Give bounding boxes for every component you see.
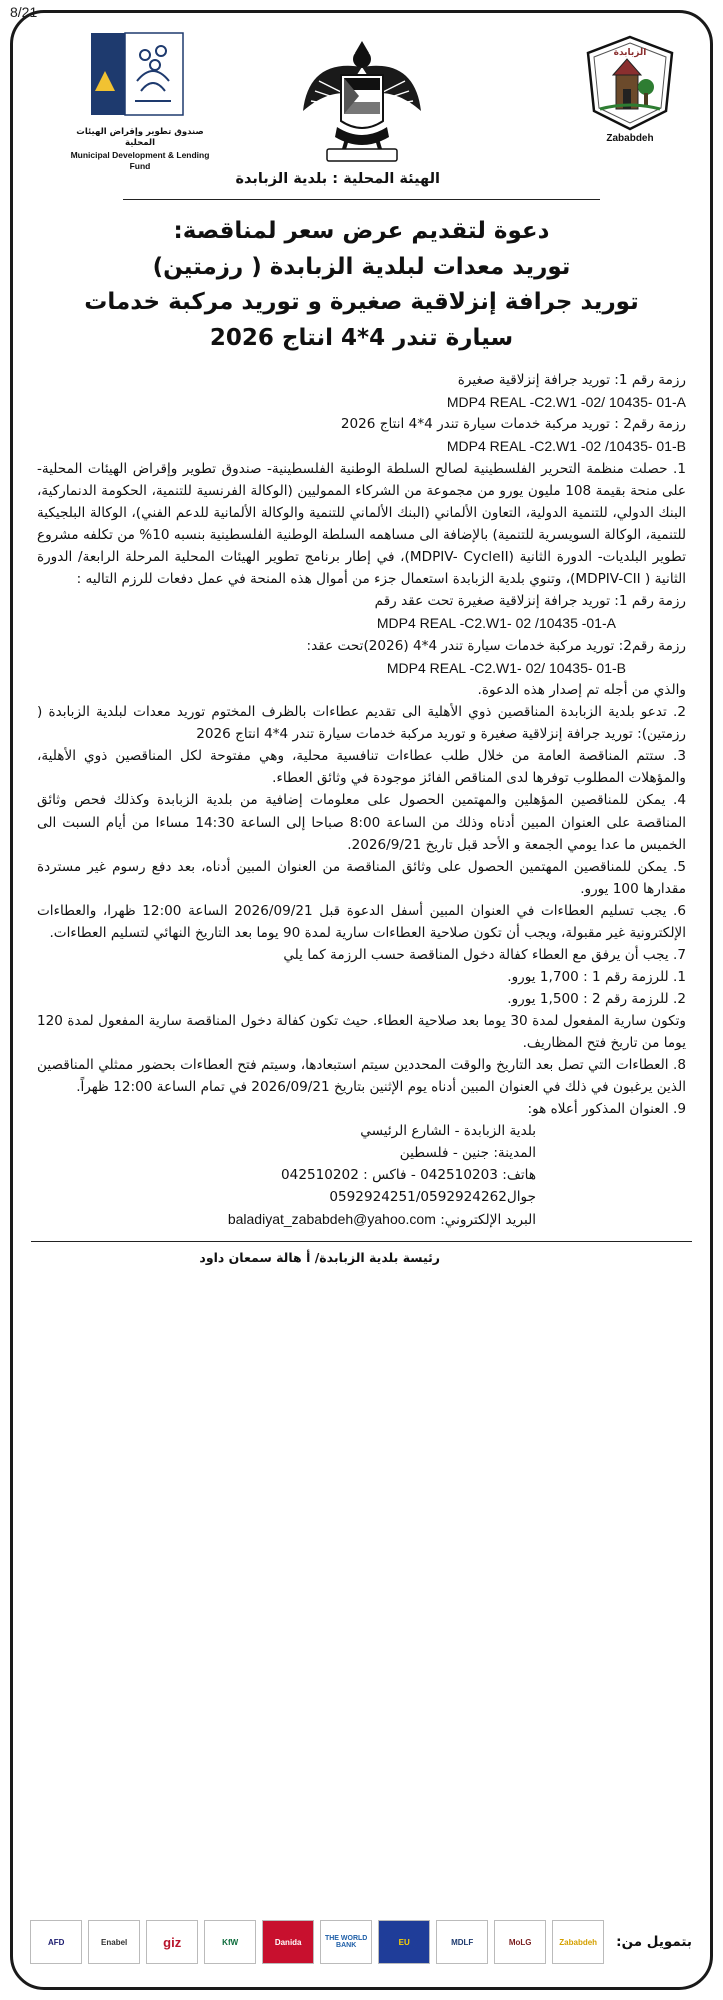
paragraph-7-validity: وتكون سارية المفعول لمدة 30 يوما بعد صلاحية العطاء. حيث تكون كفالة دخول المناقصة سارية المفعول لمدة 120 يوما من تاريخ فتح المظاريف. [37,1012,686,1051]
title-line-2: توريد معدات لبلدية الزبابدة ( رزمتين) [152,253,571,280]
paragraph-9: 9. العنوان المذكور أعلاه هو: [527,1100,686,1117]
palestine-eagle-emblem [297,31,427,167]
funder-logo-eu: EU [378,1920,430,1964]
page-number: 8/21 [10,4,38,20]
title-line-1: دعوة لتقديم عرض سعر لمناقصة: [173,218,550,244]
email-label: البريد الإلكتروني: [440,1211,536,1228]
funder-logo-enabel: Enabel [88,1920,140,1964]
email-address[interactable]: baladiyat_zababdeh@yahoo.com [227,1210,436,1227]
address-line-3: هاتف: 042510203 - فاكس : 042510202 [281,1166,536,1183]
funder-logo-zababdeh: Zababdeh [552,1920,604,1964]
mdlf-caption-ar: صندوق تطوير وإقراض الهيئات المحلية [76,127,204,148]
title-line-4: سيارة تندر 4*4 انتاج 2026 [209,324,514,351]
funder-logo-afd: AFD [30,1920,82,1964]
lot1-code: MDP4 REAL -C2.W1 -02/ 10435- 01-A [446,393,686,410]
paragraph-1-lot2: رزمة رقم2: توريد مركبة خدمات سيارة تندر 4*4 (2026)تحت عقد: [306,637,686,654]
paragraph-4: 4. يمكن للمناقصين المؤهلين والمهتمين الحصول على معلومات إضافية من بلدية الزبابدة وكذلك فحص وثائق المناقصة على العنوان المبين أدناه وذلك من الساعة 8:00 صباحا إلى الساعة 14:30 مساءا من أيام السبت الى الخميس ما عدا يومي الجمعة و الأحد قبل تاريخ 2026/9/21. [37,792,686,853]
funder-logos [30,1920,604,1964]
eagle-icon [297,31,427,167]
mayor-signature: رئيسة بلدية الزبابدة/ أ هالة سمعان داود [199,1249,440,1265]
funders-label: بتمويل من: [616,1934,692,1950]
funder-logo-giz: giz [146,1920,198,1964]
funder-logo-danida: Danida [262,1920,314,1964]
paragraph-8: 8. العطاءات التي تصل بعد التاريخ والوقت المحددين سيتم استبعادها، وسيتم فتح العطاءات بحضور ممثلي المناقصين الذين يرغبون في ذلك في العنوان المبين أدناه يوم الإثنين بتاريخ 2026/09/21 في تمام الساعة 12:00 ظهراً. [37,1056,686,1095]
paragraph-7-lot2-guarantee: 2. للرزمة رقم 2 : 1,500 يورو. [507,990,686,1007]
address-email-line [37,1208,686,1231]
mdlf-caption-en: Municipal Development & Lending Fund [70,150,210,171]
paragraph-1: 1. حصلت منظمة التحرير الفلسطينية لصالح السلطة الوطنية الفلسطينية- صندوق تطوير وإقراض الهيئات المحلية- على منحة بقيمة 108 مليون يورو من مجموعة من الشركاء المموليين (الوكالة الفرنسية للتنمية، الحكومة الدنماركية، البنك الدولي، للتنمية الدولية، التعاون الألماني (البنك الألماني للتنمية والوكالة الألمانية للدعم الفني)، الوكالة البلجيكية للتنمية، الوكالة السويسرية للتنمية) بالإضافة الى مساهمه السلطة الوطنية الفلسطينية بنسبه 10% من تكلفه مشروع تطوير البلديات- الدورة الثانية (MDPIV- CycleII)، في إطار برنامج تطوير الهيئات المحلية المرحلة الرابعة/ الدورة الثانية ( MDPIV-CII)، وتنوي بلدية الزبابدة استعمال جزء من أموال هذه المنحة في عمل دفعات للرزم التاليه : [37,460,686,588]
lot2-title: رزمة رقم2 : توريد مركبة خدمات سيارة تندر 4*4 انتاج 2026 [340,416,686,433]
title-line-3: توريد جرافة إنزلاقية صغيرة و توريد مركبة خدمات [84,289,639,316]
paragraph-6: 6. يجب تسليم العطاءات في العنوان المبين أسفل الدعوة قبل 2026/09/21 الساعة 12:00 ظهرا، والعطاءات الإلكترونية غير مقبولة، ويجب أن تكون صلاحية العطاءات سارية لمدة 90 يوما بعد التاريخ النهائي لتسليم العطاءات. [37,902,686,941]
zababdeh-emblem-icon [580,31,680,131]
zababdeh-logo [580,31,680,143]
paragraph-3: 3. ستتم المناقصة العامة من خلال طلب عطاءات تنافسية محلية، وهي مفتوحة لكل المناقصين ذوي الأهلية، والمؤهلات المطلوب توفرها لدى المناقص الفائز موجودة في وثائق العطاء. [37,748,686,787]
funder-logo-kfw: KfW [204,1920,256,1964]
paragraph-7-lot1-guarantee: 1. للرزمة رقم 1 : 1,700 يورو. [507,968,686,985]
address-line-1: بلدية الزبابدة - الشارع الرئيسي [360,1122,536,1139]
funders-bar [31,1917,692,1967]
paragraph-2: 2. تدعو بلدية الزبابدة المناقصين ذوي الأهلية الى تقديم عطاءات بالظرف المختوم توريد معدات لبلدية الزبابدة ( رزمتين): توريد جرافة إنزلاقية صغيرة و توريد مركبة خدمات سيارة تندر 4*4 انتاج 2026 [37,704,686,743]
authority-label: الهيئة المحلية : بلدية الزبابدة [235,171,440,187]
paragraph-1-lot1-code: MDP4 REAL -C2.W1- 02 /10435 -01-A [376,615,616,632]
funder-logo-molg: MoLG [494,1920,546,1964]
funder-logo-world-bank: THE WORLD BANK [320,1920,372,1964]
mdlf-emblem-icon [65,31,215,121]
paragraph-1-lot2-code: MDP4 REAL -C2.W1- 02/ 10435- 01-B [386,659,626,676]
lot2-code: MDP4 REAL -C2.W1 -02 /10435- 01-B [446,438,686,455]
paragraph-5: 5. يمكن للمناقصين المهتمين الحصول على وثائق المناقصة من العنوان المبين أدناه، بعد دفع رسوم غير مستردة مقدارها 100 يورو. [37,858,686,897]
zababdeh-logo-caption: Zababdeh [606,133,654,144]
mdlf-logo [65,31,215,171]
lot1-title: رزمة رقم 1: توريد جرافة إنزلاقية صغيرة [457,371,686,388]
tender-body [13,357,710,1231]
funder-logo-mdlf: MDLF [436,1920,488,1964]
advertisement-frame [10,10,713,1990]
header-divider [123,199,600,200]
paragraph-7: 7. يجب أن يرفق مع العطاء كفالة دخول المناقصة حسب الرزمة كما يلي [283,946,686,963]
address-line-4: جوال0592924251/0592924262 [329,1188,536,1205]
zababdeh-arabic-caption: الزبابدة [613,48,647,58]
header [13,13,710,173]
tender-titles [13,214,710,357]
paragraph-1-end: والذي من أجله تم إصدار هذه الدعوة. [477,682,686,699]
address-line-2: المدينة: جنين - فلسطين [399,1144,536,1161]
paragraph-1-lot1: رزمة رقم 1: توريد جرافة إنزلاقية صغيرة تحت عقد رقم [374,593,686,610]
